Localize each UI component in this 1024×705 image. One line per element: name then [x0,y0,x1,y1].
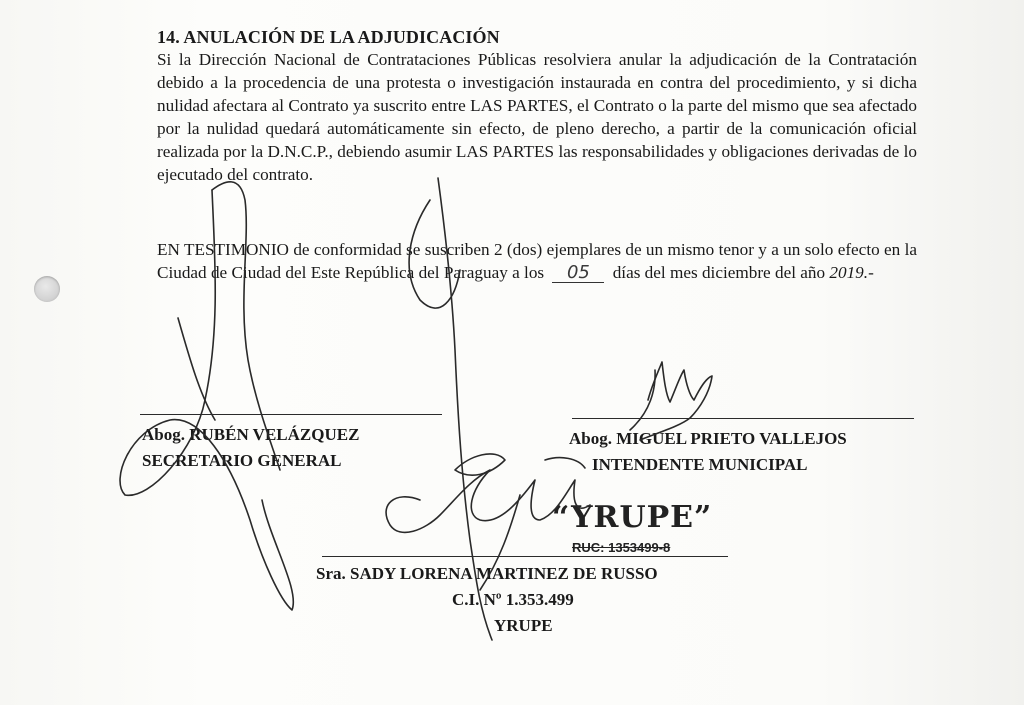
day-field: 05 [552,263,604,283]
bottom-signatory-name: Sra. SADY LORENA MARTINEZ DE RUSSO [316,564,658,583]
signature-line-bottom [322,556,728,557]
punch-hole [34,276,60,302]
signature-line-left [140,414,442,415]
clause-body [157,48,917,186]
testimony-paragraph [157,238,917,284]
left-signatory-title: SECRETARIO GENERAL [142,451,342,470]
bottom-signatory-company: YRUPE [494,616,553,635]
year-value: 2019.- [829,263,874,282]
annulment-section [157,26,917,186]
bottom-signatory-id: C.I. Nº 1.353.499 [452,590,574,609]
testimony-text: EN TESTIMONIO de conformidad se suscriben 2 (dos) ejemplares de un mismo tenor y a un solo efecto en la Ciudad de Ciudad del Este República del Paraguay a los [157,240,917,282]
testimony-text-end: días del mes diciembre del año [612,263,826,282]
signature-line-right [572,418,914,419]
clause-paragraph: Si la Dirección Nacional de Contrataciones Públicas resolviera anular la adjudicación de la Contratación debido a la procedencia de una protesta o investigación instaurada en contra del procedimiento, y si dicha nulidad afectara al Contrato ya suscrito entre LAS PARTES, el Contrato o la parte del mismo que sea afectado por la nulidad quedará automáticamente sin efecto, de pleno derecho, a partir de la comunicación oficial realizada por la D.N.C.P., debiendo asumir LAS PARTES las responsabilidades y obligaciones derivadas de lo ejecutado del contrato. [157,50,917,184]
section-heading: 14. ANULACIÓN DE LA ADJUDICACIÓN [157,27,500,47]
company-stamp-name: “YRUPE” [552,500,713,535]
right-signatory-name: Abog. MIGUEL PRIETO VALLEJOS [569,429,847,448]
right-signatory-title: INTENDENTE MUNICIPAL [592,455,808,474]
company-stamp-ruc: RUC: 1353499-8 [572,540,671,555]
left-signatory-name: Abog. RUBÉN VELÁZQUEZ [142,425,360,444]
